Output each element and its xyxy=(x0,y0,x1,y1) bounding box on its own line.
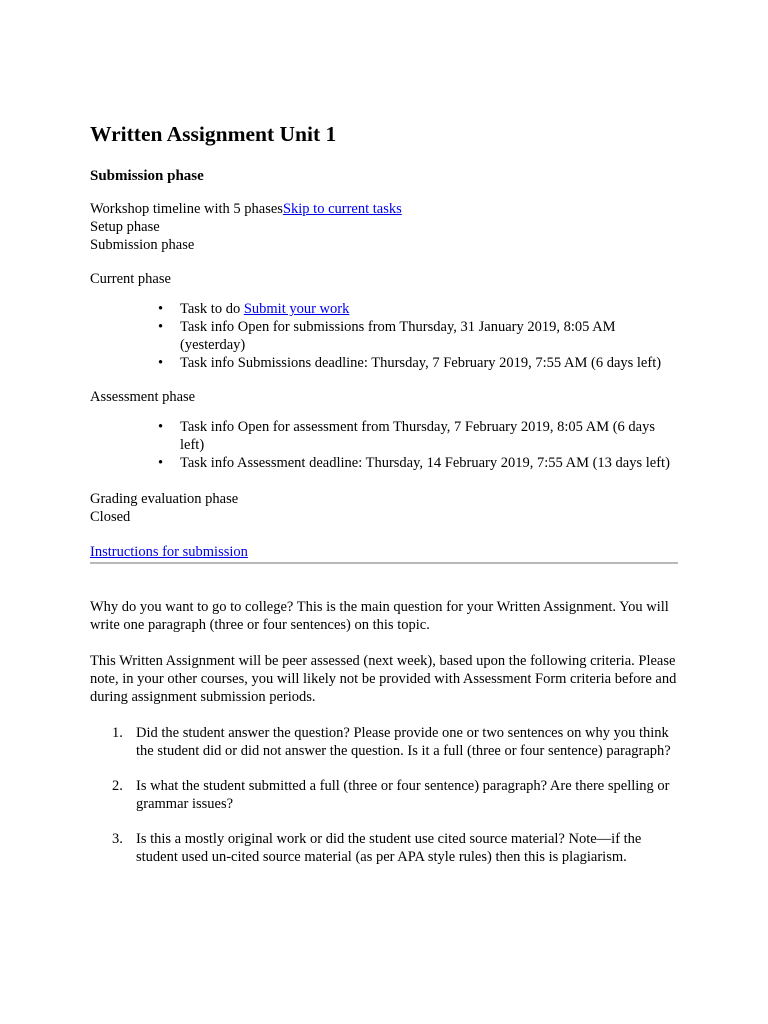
task-text: Task info Submissions deadline: Thursday, 7 February 2019, 7:55 AM (6 days left) xyxy=(180,355,662,371)
criteria-number: 2. xyxy=(112,778,123,794)
criteria-item xyxy=(112,830,678,866)
criteria-number: 3. xyxy=(112,831,123,847)
bullet-icon: • xyxy=(158,419,164,435)
criteria-number: 1. xyxy=(112,725,123,741)
phase-heading: Submission phase xyxy=(90,168,204,184)
submit-your-work-link[interactable]: Submit your work xyxy=(243,301,350,317)
skip-to-current-tasks-link[interactable]: Skip to current tasks xyxy=(282,201,402,217)
task-item xyxy=(158,318,678,354)
task-item xyxy=(158,300,678,318)
criteria-intro-paragraph: This Written Assignment will be peer assessed (next week), based upon the following criteria. Please note, in your other courses, you will likely not be provided with Assessment Form criteria before and during assignment submission periods. xyxy=(90,653,677,705)
criteria-text: Did the student answer the question? Please provide one or two sentences on why you think the student did or did not answer the question. Is it a full (three or four sentence) paragraph? xyxy=(136,725,671,759)
criteria-list xyxy=(90,724,678,866)
intro-paragraph: Why do you want to go to college? This is the main question for your Written Assignment. You will write one paragraph (three or four sentences) on this topic. xyxy=(90,599,669,633)
grading-phase-label: Grading evaluation phase xyxy=(90,491,239,507)
bullet-icon: • xyxy=(158,455,164,471)
instructions-header xyxy=(90,543,678,564)
task-item xyxy=(158,454,678,472)
page-content xyxy=(90,119,678,883)
task-item xyxy=(158,354,678,372)
task-text: Task info Open for submissions from Thursday, 31 January 2019, 8:05 AM (yesterday) xyxy=(180,319,616,353)
criteria-item xyxy=(112,777,678,813)
task-text: Task to do xyxy=(180,301,244,317)
submission-phase-label: Submission phase xyxy=(90,237,195,253)
task-item xyxy=(158,418,678,454)
instructions-for-submission-link[interactable]: Instructions for submission xyxy=(90,544,248,560)
timeline-label: Workshop timeline with 5 phases xyxy=(90,201,283,217)
page-title: Written Assignment Unit 1 xyxy=(90,122,337,146)
bullet-icon: • xyxy=(158,355,164,371)
criteria-text: Is what the student submitted a full (three or four sentence) paragraph? Are there spelling or grammar issues? xyxy=(136,778,670,812)
task-text: Task info Open for assessment from Thursday, 7 February 2019, 8:05 AM (6 days left) xyxy=(180,419,655,453)
assessment-task-list xyxy=(90,418,678,472)
criteria-item xyxy=(112,724,678,760)
closing-phases xyxy=(90,490,678,526)
submission-task-list xyxy=(90,300,678,372)
bullet-icon: • xyxy=(158,319,164,335)
criteria-text: Is this a mostly original work or did the student use cited source material? Note—if the student used un-cited source material (as per APA style rules) then this is plagiarism. xyxy=(136,831,642,865)
closed-phase-label: Closed xyxy=(90,509,131,525)
setup-phase-label: Setup phase xyxy=(90,219,160,235)
task-text: Task info Assessment deadline: Thursday, 14 February 2019, 7:55 AM (13 days left) xyxy=(180,455,670,471)
assessment-phase-label: Assessment phase xyxy=(90,389,196,405)
current-phase-label: Current phase xyxy=(90,271,171,287)
workshop-timeline xyxy=(90,200,678,254)
bullet-icon: • xyxy=(158,301,164,317)
timeline-header xyxy=(90,200,678,218)
